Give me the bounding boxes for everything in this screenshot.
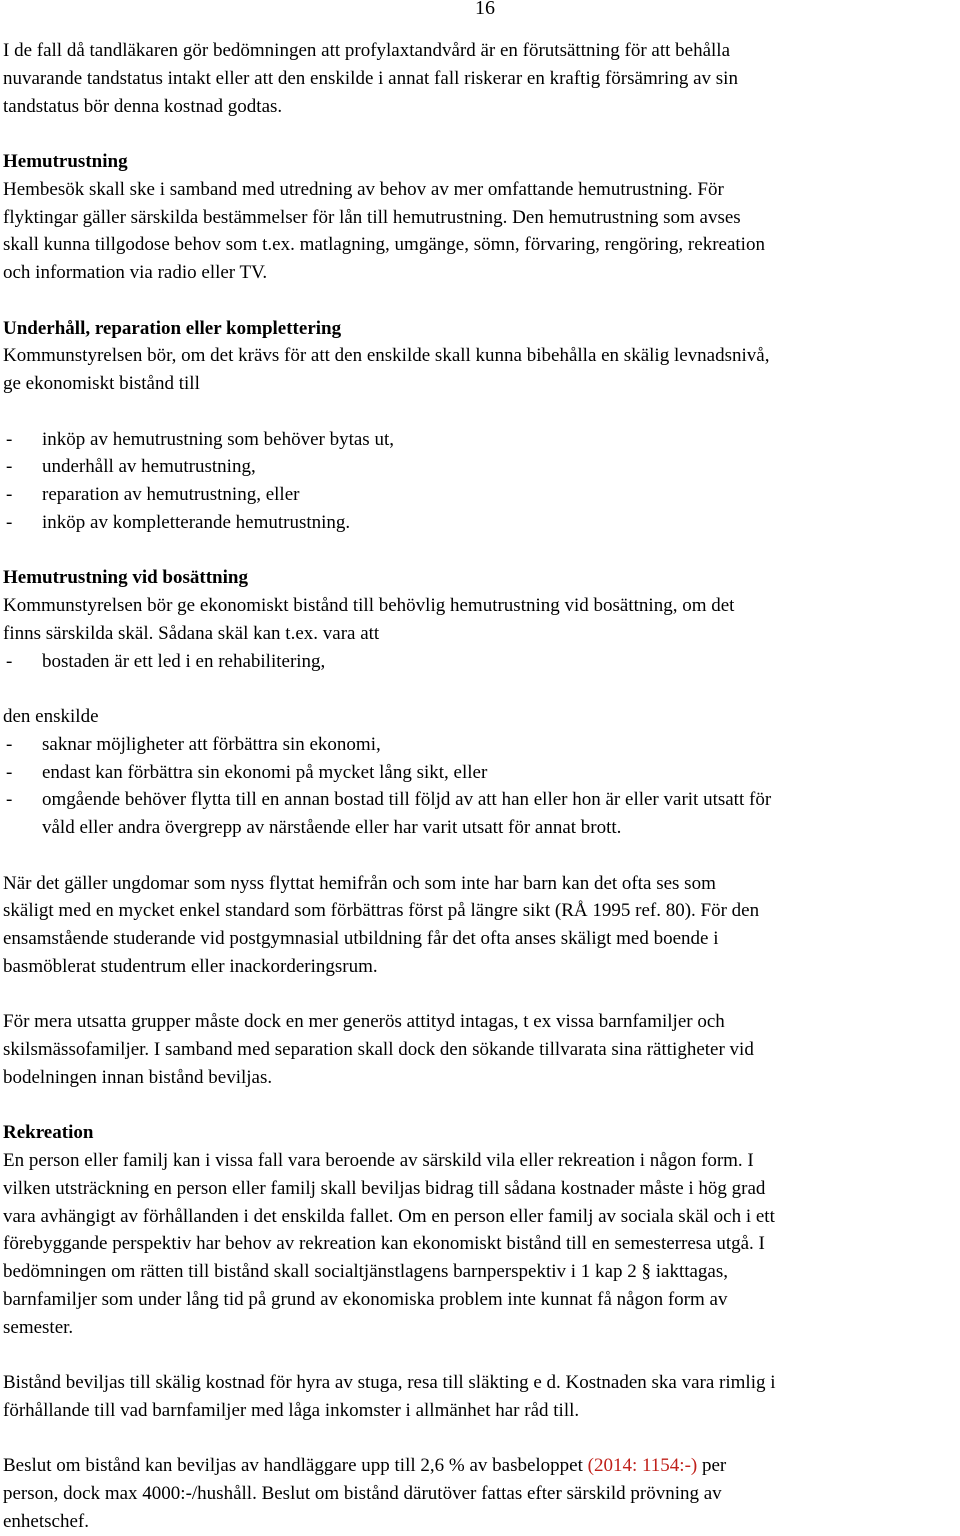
paragraph-line: En person eller familj kan i vissa fall vara beroende av särskild vila eller rekreation i någon form. I	[3, 1150, 754, 1171]
paragraph-line: vara avhängigt av förhållanden i det enskilda fallet. Om en person eller familj av sociala skäl och i ett	[3, 1205, 775, 1227]
paragraph-line: enhetschef.	[3, 1510, 89, 1532]
paragraph-line: bodelningen innan bistånd beviljas.	[3, 1066, 273, 1088]
text-run: per	[697, 1455, 727, 1477]
list-item-text: omgående behöver flytta till en annan bostad till följd av att han eller hon är eller varit utsatt för	[42, 789, 772, 811]
list-bullet: -	[6, 789, 13, 811]
paragraph-line	[3, 1452, 726, 1480]
paragraph-line: person, dock max 4000:-/hushåll. Beslut om bistånd därutöver fattas efter särskild prövning av	[3, 1483, 722, 1504]
list-item-text: inköp av kompletterande hemutrustning.	[42, 511, 351, 533]
paragraph-line: den enskilde	[3, 706, 99, 727]
list-item-text: bostaden är ett led i en rehabilitering,	[42, 650, 326, 672]
page-number: 16	[475, 0, 495, 19]
list-bullet: -	[6, 733, 13, 755]
list-bullet: -	[6, 484, 13, 505]
paragraph-line: skilsmässofamiljer. I samband med separation skall dock den sökande tillvarata sina rättigheter vid	[3, 1039, 754, 1060]
list-item-text: saknar möjligheter att förbättra sin ekonomi,	[42, 733, 381, 755]
section-heading: Hemutrustning	[3, 151, 128, 172]
list-item-text: underhåll av hemutrustning,	[42, 456, 256, 478]
list-bullet: -	[6, 456, 13, 478]
list-bullet: -	[6, 650, 13, 672]
paragraph-line: och information via radio eller TV.	[3, 262, 268, 283]
paragraph-line: För mera utsatta grupper måste dock en mer generös attityd intagas, t ex vissa barnfamiljer och	[3, 1011, 725, 1033]
paragraph-line: Hembesök skall ske i samband med utredning av behov av mer omfattande hemutrustning. För	[3, 178, 724, 200]
paragraph-line: ge ekonomiskt bistånd till	[3, 373, 200, 394]
paragraph-line: bedömningen om rätten till bistånd skall socialtjänstlagens barnperspektiv i 1 kap 2 § iakttagas,	[3, 1261, 729, 1282]
paragraph-line: tandstatus bör denna kostnad godtas.	[3, 95, 283, 117]
section-heading: Hemutrustning vid bosättning	[3, 567, 248, 589]
section-heading: Underhåll, reparation eller komplettering	[3, 317, 342, 339]
paragraph-line: skäligt med en mycket enkel standard som förbättras först på längre sikt (RÅ 1995 ref. 80). För den	[3, 900, 760, 922]
paragraph-line: finns särskilda skäl. Sådana skäl kan t.ex. vara att	[3, 622, 380, 644]
paragraph-line: Bistånd beviljas till skälig kostnad för hyra av stuga, resa till släkting e d. Kostnaden ska vara rimlig i	[3, 1372, 776, 1393]
paragraph-line: förebyggande perspektiv har behov av rekreation kan ekonomiskt bistånd till en semesterresa utgå. I	[3, 1233, 765, 1255]
paragraph-line: nuvarande tandstatus intakt eller att den enskilde i annat fall riskerar en kraftig försämring av sin	[3, 67, 738, 89]
paragraph-line: Kommunstyrelsen bör ge ekonomiskt bistånd till behövlig hemutrustning vid bosättning, om det	[3, 595, 735, 616]
paragraph-line: Kommunstyrelsen bör, om det krävs för att den enskilde skall kunna bibehålla en skälig levnadsnivå,	[3, 345, 770, 367]
list-bullet: -	[6, 428, 13, 450]
list-bullet: -	[6, 511, 13, 533]
section-heading: Rekreation	[3, 1122, 94, 1144]
paragraph-line: vilken utsträckning en person eller familj skall beviljas bidrag till sådana kostnader måste i hög grad	[3, 1177, 766, 1199]
text-run: Beslut om bistånd kan beviljas av handläggare upp till 2,6 % av basbeloppet	[3, 1455, 588, 1477]
paragraph-line: basmöblerat studentrum eller inackorderingsrum.	[3, 955, 378, 977]
paragraph-line: flyktingar gäller särskilda bestämmelser för lån till hemutrustning. Den hemutrustning som avses	[3, 206, 741, 228]
paragraph-line: semester.	[3, 1316, 74, 1338]
paragraph-line: skall kunna tillgodose behov som t.ex. matlagning, umgänge, sömn, förvaring, rengöring, rekreation	[3, 234, 765, 256]
paragraph-line: När det gäller ungdomar som nyss flyttat hemifrån och som inte har barn kan det ofta ses som	[3, 872, 716, 894]
list-item-text: våld eller andra övergrepp av närstående eller har varit utsatt för annat brott.	[42, 817, 622, 838]
highlighted-amount: (2014: 1154:-)	[587, 1455, 698, 1477]
paragraph-line: I de fall då tandläkaren gör bedömningen att profylaxtandvård är en förutsättning för att behålla	[3, 40, 731, 61]
paragraph-line: ensamstående studerande vid postgymnasial utbildning får det ofta anses skäligt med boende i	[3, 928, 719, 949]
list-item-text: endast kan förbättra sin ekonomi på mycket lång sikt, eller	[42, 761, 488, 783]
list-item-text: reparation av hemutrustning, eller	[42, 484, 300, 505]
list-item-text: inköp av hemutrustning som behöver bytas ut,	[42, 428, 394, 450]
list-bullet: -	[6, 761, 13, 783]
paragraph-line: barnfamiljer som under lång tid på grund av ekonomiska problem inte kunnat få någon form av	[3, 1288, 728, 1310]
paragraph-line: förhållande till vad barnfamiljer med låga inkomster i allmänhet har råd till.	[3, 1399, 580, 1421]
